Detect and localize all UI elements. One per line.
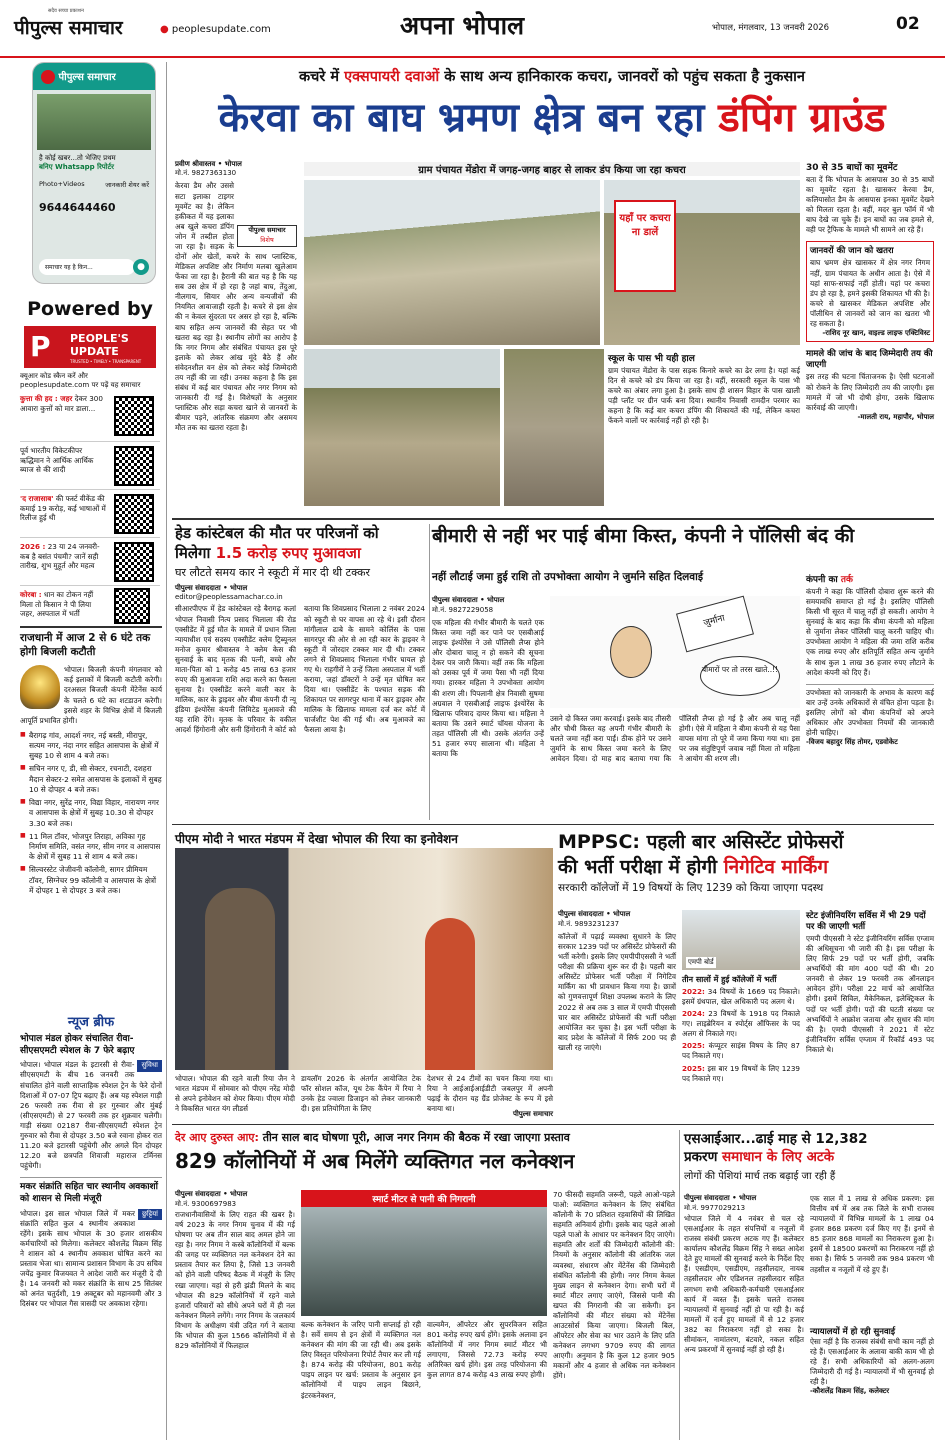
modi-caption1: भोपाल। भोपाल की रहने वाली रिया जैन ने भारत मंडपम में सोमवार को पीएम नरेंद्र मोदी से अपने इनोवेशन को शेयर किया। पीएम मोदी ने विकसित भारत यंग लीडर्स	[175, 1074, 295, 1114]
mobile: मो.नं. 9827229058	[432, 606, 494, 614]
mobile: मो.नं. 9300697983	[175, 1200, 237, 1208]
photo-person-1	[205, 888, 275, 1070]
ad-header: पीपुल्स समाचार	[33, 63, 155, 90]
quote-text: उपभोक्ता को जानकारी के अभाव के कारण कई बार उन्हें उनके अधिकारों से वंचित होना पड़ता है। इसलिए लोगों को बीमा कंपनियों को अपने अधिकार और उपभोक्ता नियमों की जानकारी होनी चाहिए।	[806, 687, 934, 738]
brand-tagline: TRUSTED • TIMELY • TRANSPARENT	[70, 359, 142, 364]
warning-sign: यहाँ पर कचरा ना डालें	[614, 200, 676, 292]
garbage-photo-sign	[604, 180, 800, 345]
list-item: ■ विद्या नगर, सुरेंद्र नगर, विद्या विहार, नारायण नगर व आसपास के क्षेत्रों में सुबह 10.30 से दोपहर 3.30 बजे तक।	[20, 798, 162, 829]
main-right-col	[806, 160, 934, 510]
mobile: मो.नं. 9893231237	[558, 920, 620, 928]
ad-line1: है कोई खबर...तो भेजिए प्रथम	[39, 154, 116, 162]
insurance-quote	[806, 684, 934, 748]
page-number: 02	[896, 14, 920, 34]
insurance-headline: बीमारी से नहीं भर पाई बीमा किस्त, कंपनी ने पॉलिसी बंद की	[432, 525, 855, 547]
sir-story	[684, 1130, 934, 1440]
powered-by-label: Powered by	[27, 298, 153, 320]
constable-story	[175, 524, 425, 820]
special-badge: पीपुल्स समाचार विशेष	[237, 225, 297, 247]
water-col2: बल्क कनेक्शन के जरिए पानी सप्लाई हो रही है। सर्वे समय से इन क्षेत्रों में व्यक्तिगत नल कनेक्शन की मांग की जा रही थी। अब इसके लिए विस्तृत परियोजना रिपोर्ट तैयार कर ली गई है। 874 करोड़ की परियोजना, 801 करोड़ पाइप लाइन पर खर्च: प्रस्ताव के अनुसार इन कॉलोनियों में पाइप लाइन बिछाने, इंटरकनेक्शन,	[301, 1320, 421, 1400]
brief-headline-2: मकर संक्रांति सहित चार स्थानीय अवकाशों को शासन से मिली मंजूरी	[20, 1177, 162, 1205]
qr-item[interactable]: कुत्ता की हद : जहर देकर 300 आवारा कुत्तों को मार डाला...	[20, 394, 160, 442]
qr-code-icon[interactable]	[114, 542, 154, 582]
brand-line2: UPDATE	[70, 345, 119, 358]
timeline-item: 2024: 23 विषयों के 1918 पद निकाले गए। लाइब्रेरियन व स्पोर्ट्स ऑफिसर के पद अलग से निकाले गए।	[682, 1009, 800, 1039]
insurance-side	[806, 572, 934, 820]
main-story-body: पीपुल्स समाचार विशेष केरवा डैम और उससे सटा इलाका टाइगर मूवमेंट का है। लेकिन हकीकत में यह इलाका अब खुले कचरा डंपिंग जोन में तब्दील होता जा रहा है। सड़क के दोनों ओर खेतों, कचरे के साथ प्लास्टिक, मेडिकल अपशिष्ट और निर्माण मलबा खुलेआम फेंका जा रहा है। हैरानी की बात यह है कि यह सब उस क्षेत्र में हो रहा है जहां बाघ, तेंदुआ, नीलगाय, सियार और अन्य वन्यजीवों की नियमित आवाजाही रहती है। कचरे से इस क्षेत्र की न केवल सुंदरता पर असर हो रहा है, बल्कि बाघ सहित अन्य जानवरों की सेहत पर भी खतरा बढ़ रहा है। स्थानीय लोगों का आरोप है कि नगर निगम और संबंधित पंचायत इस पूरे इलाके को लेकर आंख मूंदे बैठे हैं और संवेदनशील वन क्षेत्र को लेकर कोई जिम्मेदारी तय नहीं की जा रही। उनका कहना है कि इस संबंध में कई बार पंचायत और नगर निगम को जानकारी दी गई है। विशेषज्ञों के अनुसार प्लास्टिक और सड़ा कचरा खाने से जानवरों के बीमार पड़ने, आंतरिक संक्रमण और असमय मौत तक का खतरा रहता है।	[175, 181, 297, 433]
mppsc-story	[558, 830, 934, 1120]
garbage-photo-4	[504, 349, 604, 506]
timeline-title: तीन सालों में हुई कॉलेजों में भर्ती	[682, 975, 777, 984]
main-story-body-col	[175, 160, 297, 510]
power-cut-story	[20, 626, 162, 1006]
brief-body-2: छुट्टियां भोपाल। इस साल भोपाल जिले में मकर संक्रांति सहित कुल 4 स्थानीय अवकाश रहेंगे। इसके साथ भोपाल के 30 हजार शासकीय कर्मचारियों को मिलेगा। कलेक्टर कौशलेंद्र विक्रम सिंह ने शासन को 4 स्थानीय अवकाश घोषित करने का प्रस्ताव भेजा था। सामान्य प्रशासन विभाग के उप सचिव जयेंद्र कुमार विजयवत ने आदेश जारी कर मंजूरी दे दी है। 14 जनवरी को मकर संक्रांति के साथ 25 सितंबर को अनंत चतुर्दशी, 19 अक्टूबर को महानवमी और 3 दिसंबर पर भोपाल गैस त्रासदी पर अवकाश रहेगा।	[20, 1208, 162, 1309]
section-title: अपना भोपाल	[400, 11, 525, 40]
byline: पीपुल्स संवाददाता • भोपाल	[558, 910, 631, 918]
insurance-subhead: नहीं लौटाई जमा हुई राशि तो उपभोक्ता आयोग ने जुर्माने सहित दिलवाई	[432, 571, 703, 583]
byline: पीपुल्स संवाददाता • भोपाल	[432, 596, 505, 604]
news-brief	[20, 1012, 162, 1440]
modi-caption2: डायलॉग 2026 के अंतर्गत आयोजित टेक फॉर सोशल कॉज, यूथ टेक कैंपेन में रिया ने उनके हेड ज्वाला डिजाइन को लेकर जानकारी दी। इस प्रतियोगिता के लिए	[301, 1074, 421, 1114]
photo-credit: पीपुल्स समाचार	[512, 1110, 553, 1118]
side2-text: बाघ भ्रमण क्षेत्र खासकर में क्षेत्र नगर निगम नहीं, ग्राम पंचायत के अधीन आता है। ऐसे में यहां साफ-सफाई नहीं होती। यहां पर कचरा डंप हो रहा है, हमने इसकी शिकायत भी की है। कचरे से खासकर मेडिकल अपशिष्ट और पॉलीथिन से जानवरों को जान का खतरा भी रह सकता है।	[810, 258, 930, 328]
message-input[interactable]: समाचार यह है किन...	[39, 259, 135, 275]
garbage-photo-3	[304, 349, 500, 506]
constable-headline2: मिलेगा 1.5 करोड़ रुपए मुआवजा	[175, 543, 361, 562]
mppsc-side	[806, 910, 934, 1118]
cartoon-bubble: बीमारों पर तो तरस खाते..!!	[700, 656, 780, 696]
water-col3: वाल्वमैन, ऑपरेटर और सुपरविजन सहित 801 करोड़ रुपए खर्च होंगे। इसके अलावा इन कॉलोनियों में नगर निगम स्मार्ट मीटर भी लगाएगा, जिससे 72.73 करोड़ रुपए अतिरिक्त खर्च होंगे। इस तरह परियोजना की कुल लागत 874 करोड़ 43 लाख रुपए होगी।	[427, 1320, 547, 1380]
sir-body: भोपाल जिले में 4 नवंबर से चल रहे एसआईआर के तहत संपत्तियों व नजूलों में राजस्व संबंधी प्रकरण अटक गए हैं। कलेक्टर कार्यालय कौशलेंद्र विक्रम सिंह ने सख्त आदेश देते हुए मामलों की सुनवाई करने के निर्देश दिए हैं। एसडीएम, एसडीएम, तहसीलदार, नायब तहसीलदार और एडिशनल तहसीलदार सहित लगभग सभी अधिकारी-कर्मचारी एसआईआर कार्य में व्यस्त हैं। इसके चलते राजस्व न्यायालयों में सुनवाई नहीं हो पा रही है। कई मामलों में दर्ज हुए मामलों में से 12 हजार 382 का निराकरण नहीं हो सका है। सीमांकन, नामांतरण, बंटवारे, नकल सहित अन्य प्रकरणों में सुनवाई नहीं हो रही है।	[684, 1214, 804, 1355]
mppsc-body: कॉलेजों में पढ़ाई व्यवस्था सुधारने के लिए सरकार 1239 पदों पर असिस्टेंट प्रोफेसरों की भर्ती करेगी। इसके लिए एमपीपीएससी ने भर्ती परीक्षा की प्रक्रिया शुरू कर दी है। पहली बार असिस्टेंट प्रोफेसर भर्ती परीक्षा में निगेटिव मार्किंग का भी प्रावधान किया गया है। छात्रों को गुणवत्तापूर्ण शिक्षा उपलब्ध कराने के लिए 2022 से अब तक 3 साल में एमपी पीएससी चार बार असिस्टेंट प्रोफेसरों की भर्ती परीक्षा आयोजित कर चुका है। इस भर्ती परीक्षा के बाद प्रदेश के कॉलेजों में सिर्फ 200 पद ही खाली रह जाएंगे।	[558, 932, 676, 1052]
water-story	[175, 1130, 675, 1440]
garbage-photo-1	[304, 180, 600, 345]
power-cut-list	[20, 731, 162, 896]
sir-quote-text: ऐसा नहीं है कि राजस्व संबंधी सभी काम नहीं हो रहे हैं। एसआईआर के अलावा बाकी काम भी हो रहे हैं। सभी अधिकारियों को अलग-अलग जिम्मेदारी दी गई है। न्यायालयों में भी सुनवाई हो रही है।	[810, 1337, 934, 1387]
water-col4: 70 फीसदी सहमति जरूरी, पहले आओ-पहले पाओ: व्यक्तिगत कनेक्शन के लिए संबंधित कॉलोनी के 70 प्रतिशत रहवासियों की लिखित सहमति अनिवार्य होगी। इसके बाद पहले आओ पहले पाओ के आधार पर कनेक्शन दिए जाएंगे। सहमति और शर्तों की जिम्मेदारी कॉलोनी की: नियमों के अनुसार कॉलोनी की आंतरिक जल व्यवस्था, संधारण और मेंटेनेंस की जिम्मेदारी संबंधित कॉलोनी की होगी। नगर निगम केवल मुख्य लाइन से कनेक्शन देगा। सभी घरों में स्मार्ट मीटर लगाए जाएंगे, जिससे पानी की खपत की निगरानी की जा सकेगी। इन कॉलोनियों की मीटर संख्या को मेंटेनेंस आउटसोर्स किया जाएगा। बिजली बिल, ऑपरेटर और सेवा का भार उठाने के लिए प्रति कनेक्शन लगभग 9709 रुपए की लागत आएगी। अनुमान है कि कुल 12 हजार 905 मकानों और 4 हजार से अधिक नल कनेक्शन होंगे।	[553, 1190, 675, 1381]
qr-code-icon[interactable]	[114, 446, 154, 486]
school-title: स्कूल के पास भी यही हाल	[608, 354, 695, 364]
sir-headline2: प्रकरण समाधान के लिए अटके	[684, 1149, 835, 1166]
ad-banner	[37, 94, 151, 150]
logo-sub: सदैव सच्चा प्रकाशन	[48, 8, 84, 14]
mppsc-side-title: स्टेट इंजीनियरिंग सर्विस में भी 29 पदों पर की जाएगी भर्ती	[806, 911, 926, 932]
qr-code-icon[interactable]	[114, 588, 150, 624]
whatsapp-reporter-ad[interactable]	[32, 62, 156, 284]
main-story-kicker: कचरे में एक्सपायरी दवाओं के साथ अन्य हानिकारक कचरा, जानवरों को पहुंच सकता है नुकसान	[299, 69, 805, 85]
peoples-update-ad	[20, 298, 160, 620]
side1-text: बता दें कि भोपाल के आसपास 30 से 35 बाघों का मूवमेंट रहता है। खासकर केरवा डैम, कलियासोत डैम के आसपास इनका मूवमेंट देखने को मिलता रहता है। वहीं, मदर बुल फॉर्म में भी बाघ देखे जा चुके हैं। इन बाघों का जब हमले से, वही पर ट्रैफिक के मामले भी सामने आ रहे हैं।	[806, 175, 934, 235]
insurance-body1: एक महिला की गंभीर बीमारी के चलते एक किस्त जमा नहीं कर पाने पर एसबीआई लाइफ इंश्योरेंस ने उसे पॉलिसी लैप्स होने और दोबारा चालू न हो सकने की सूचना देकर पत्र जारी किया। वहीं तक कि महिला को उसका पूर्व में जमा पैसा भी नहीं दिया गया। हारकर महिला ने उपभोक्ता आयोग की शरण ली। पिपलानी क्षेत्र निवासी सुषमा अग्रवाल ने एसबीआई लाइफ इंश्योरेंस के खिलाफ परिवाद दायर किया था। महिला ने बताया कि उसने स्मार्ट चॉयस योजना के तहत पॉलिसी ली थी। उसके अंतर्गत उन्हें 51 हजार रुपए सालाना थी। महिला ने बताया कि	[432, 618, 544, 759]
water-headline: 829 कॉलोनियों में अब मिलेंगे व्यक्तिगत नल कनेक्शन	[175, 1149, 575, 1173]
constable-headline1: हेड कांस्टेबल की मौत पर परिजनों को	[175, 524, 379, 542]
cartoon-face	[610, 626, 652, 678]
cartoon-fine-paper: जुर्माना	[676, 596, 754, 653]
sir-side: एक साल में 1 लाख से अधिक प्रकरण: इस वित्तीय वर्ष में अब तक जिले के सभी राजस्व न्यायालयों में विभिन्न मामलों के 1 लाख 04 हजार 868 प्रकरण दर्ज किए गए हैं। इनमें से 85 हजार 868 मामलों का निराकरण हुआ है। इसमें से 18500 प्रकरणों का निराकरण नहीं हो सका है। सिर्फ 5 जनवरी तक 984 प्रकरण भी तहसील व नजूलों में रहे हुए हैं।	[810, 1194, 934, 1274]
email: editor@peoplessamachar.co.in	[175, 593, 283, 601]
byline: पीपुल्स संवाददाता • भोपाल	[175, 1190, 248, 1198]
mppsc-photo	[682, 910, 800, 970]
water-photo-title: स्मार्ट मीटर से पानी की निगरानी	[301, 1190, 547, 1207]
qr-item[interactable]: 'द राजासाब' की फर्स्ट वीकेंड की कमाई 19 करोड़, कई भाषाओं में रिलीज हुई थी	[20, 490, 160, 538]
modi-photo	[175, 848, 553, 1070]
qr-item[interactable]: कोरबा : धान का टोकन नहीं मिला तो किसान ने पी लिया जहर, अस्पताल में भर्ती	[20, 586, 160, 626]
mppsc-timeline	[682, 974, 800, 1118]
photo-label: Photo+Videos	[39, 180, 85, 188]
globe-icon: ●	[160, 24, 169, 35]
constable-body: सीआरपीएफ में हेड कांस्टेबल रहे बैरागढ़ कलां भोपाल निवासी नित्य प्रसाद भिलाला की रोड एक्सीडेंट में हुई मौत के मामले में प्रधान जिला न्यायाधीश एवं सदस्य एक्सीडेंट क्लेम ट्रिब्यूनल मनोज कुमार श्रीवास्तव ने क्लेम केस की सुनवाई के बाद मृतक की पत्नी, बच्चे और माता-पिता को 1 करोड़ 45 लाख 63 हजार रुपए की मुआवजा राशि अदा करने का फैसला सुनाया है। एक्सीडेंट करने वाली कार के मालिक, कार के ड्राइवर और बीमा कंपनी दी न्यू इंडिया इंश्योरेंस कंपनी लिमिटेड मुआवजे की यह राशि देंगे। मृतक के परिवार के वकील आदर्श हिंगोरानी और सनी हिंगोरानी ने कोर्ट को बताया कि शिवप्रसाद भिलाला 2 नवंबर 2024 को स्कूटी से घर वापस आ रहे थे। इसी दौरान मांगीलाल ढाबे के सामने कोलिंस के पास सागरपुर की ओर से आ रही कार के ड्राइवर ने स्कूटी में जोरदार टक्कर मार दी थी। टक्कर लगने से शिवप्रसाद भिलाला गंभीर घायल हो गए थे। राहगीरों ने उन्हें जिला अस्पताल में भर्ती कराया, जहां डॉक्टरों ने उन्हें मृत घोषित कर दिया था। एक्सीडेंट के पश्चात सड़क की शिकायत पर सागरपुर थाना में कार ड्राइवर और मालिक के खिलाफ मामला दर्ज कर कोर्ट में चार्जशीट पेश की गई थी। अब मुआवजे का फैसला आया है।	[175, 604, 425, 735]
quote-sign: -विजय बहादुर सिंह तोमर, एडवोकेट	[806, 738, 898, 747]
side3-sign: -मालती राय, महापौर, भोपाल	[857, 412, 934, 421]
brief-body-1: सुविधा भोपाल। भोपाल मंडल के इटारसी से रीवा-सीएसएमटी के बीच 16 जनवरी तक संचालित होने वाली साप्ताहिक स्पेशल ट्रेन के फेरे दोनों दिशाओं में 07-07 ट्रिप बढ़ाए हैं। अब यह स्पेशल गाड़ी 26 फरवरी तक रीवा से हर गुरुवार और मुंबई (सीएसएमटी) से 27 फरवरी तक हर शुक्रवार चलेगी। गाड़ी संख्या 02187 रीवा-सीएसएमटी स्पेशल ट्रेन गुरुवार को रीवा से दोपहर 3.50 बजे रवाना होकर रात 11.20 बजे इटारसी पहुंचेगी और अगले दिन दोपहर 12.20 बजे छत्रपति शिवाजी महाराज टर्मिनस पहुंचेगी।	[20, 1060, 162, 1171]
side2-sign: -राशिद नूर खान, वाइल्ड लाइफ एक्टिविस्ट	[822, 329, 930, 338]
peoples-update-logo[interactable]	[24, 326, 156, 368]
insurance-body2: उसने दो किस्त जमा करवाई। इसके बाद तीसरी और चौथी किस्त वह अपनी गंभीर बीमारी के चलते जमा नहीं करा पाईं। ठीक होने पर उसने जुर्माने के साथ किस्त जमा करने के लिए आवेदन दिया। दो माह बाद बताया गया कि पॉलिसी लैप्स हो गई है और अब चालू नहीं होगी। ऐसे में महिला ने बीमा कंपनी से यह पैसा वापस मांगा तो पूरे में जमा किया गया था। इस पर जब संतुष्टिपूर्ण जवाब नहीं मिला तो महिला ने आयोग की शरण ली।	[550, 714, 800, 764]
water-col1: राजधानीवासियों के लिए राहत की खबर है। वर्ष 2023 के नगर निगम चुनाव में की गई घोषणा पर अब तीन साल बाद अमल होने जा रहा है। नगर निगम ने कस्बे कॉलोनियों में बल्क की जगह पर व्यक्तिगत नल कनेक्शन देने का प्रस्ताव तैयार कर लिया है, जिसे 13 जनवरी को होने वाली परिषद बैठक में मंजूरी के लिए रखा जाएगा। यहां से हरी झंडी मिलने के बाद भोपाल की 829 कॉलोनियों में रहने वाले हजारों परिवारों को सीधे अपने घरों में ही नल कनेक्शन मिलने लगेंगे। नगर निगम के जलकार्य विभाग के अधीक्षण यंत्री उदित गर्ग ने बताया कि भोपाल की कुल 1566 कॉलोनियों में से 829 कॉलोनियों में फिलहाल	[175, 1210, 295, 1351]
mppsc-headline2: की भर्ती परीक्षा में होगी निगेटिव मार्किंग	[558, 855, 829, 878]
whatsapp-phone[interactable]: 9644644460	[39, 201, 116, 214]
qr-news-list	[20, 394, 160, 626]
school-story-visible	[606, 349, 802, 515]
qr-item[interactable]: 2026 : 23 या 24 जनवरी- कब है बसंत पंचमी? जानें सही तारीख, शुभ मुहूर्त और महत्व	[20, 538, 160, 586]
side3-title: मामले की जांच के बाद जिम्मेदारी तय की जाएगी	[806, 349, 933, 371]
main-story-headline: केरवा का बाघ भ्रमण क्षेत्र बन रहा डंपिंग ग्राउंड	[218, 95, 886, 141]
sir-subhead: लोगों की पेशियां मार्च तक बढ़ाई जा रही हैं	[684, 1171, 836, 1183]
insurance-side-text: कंपनी ने कहा कि पॉलिसी दोबारा शुरू करने की समयावधि समाप्त हो गई है। इसलिए पॉलिसी किसी भी सूरत में चालू नहीं हो सकती। आयोग ने सुनवाई के बाद कहा कि बीमा कंपनी को महिला से जुर्माना लेकर पॉलिसी चालू करनी चाहिए थी। उपभोक्ता आयोग ने महिला की जमा राशि करीब एक लाख रुपए और क्षतिपूर्ति सहित अन्य जुर्माने के साथ कुल 1 लाख 36 हजार रुपए लौटाने के आदेश कंपनी को दिए हैं।	[806, 587, 934, 677]
constable-subhead: घर लौटते समय कार ने स्कूटी में मार दी थी टक्कर	[175, 566, 371, 579]
masthead-logo	[14, 8, 164, 40]
list-item: ■ सचिन नगर ए, डी, सी सेक्टर, रचनाटी, दशहरा मैदान सेक्टर-2 समेत आसपास के इलाकों में सुबह 10 से दोपहर 4 बजे तक।	[20, 764, 162, 795]
list-item: ■ सिल्वरस्टेट जेजीवनी कॉलोनी, सागर प्रीमियम टॉवर, सिग्नेचर 99 कॉलोनी व आसपास के क्षेत्रों में दोपहर 1 से दोपहर 3 बजे तक।	[20, 865, 162, 896]
ad-line2: बनिए Whatsapp रिपोर्टर	[39, 163, 114, 171]
water-kicker: देर आए दुरुस्त आए: तीन साल बाद घोषणा पूरी, आज नगर निगम की बैठक में रखा जाएगा प्रस्ताव	[175, 1131, 570, 1144]
side1-title: 30 से 35 बाघों का मूवमेंट	[806, 163, 898, 173]
photo-label: एमपी बोर्ड	[688, 958, 714, 966]
byline: पीपुल्स संवाददाता • भोपाल	[684, 1194, 757, 1202]
tag-badge: छुट्टियां	[138, 1209, 162, 1221]
sir-quote-sign: -कौशलेंद्र विक्रम सिंह, कलेक्टर	[810, 1387, 890, 1396]
photo-caption: ग्राम पंचायत मेंडोरा में जगह-जगह बाहर से लाकर डंप किया जा रहा कचरा	[304, 162, 800, 176]
power-cut-title: राजधानी में आज 2 से 6 घंटे तक होगी बिजली कटौती	[20, 632, 151, 658]
scan-text: क्यूआर कोड स्कैन करें और	[20, 372, 88, 380]
mic-icon[interactable]: ●	[133, 259, 149, 275]
photo-person-2	[425, 918, 475, 1070]
share-hint: जानकारी शेयर करें	[105, 181, 149, 189]
list-item: ■ बैरागढ़ गांव, आदर्श नगर, नई बस्ती, मीरापुर, सत्यम नगर, नंदा नगर सहित आसपास के क्षेत्रों में सुबह 10 से शाम 4 बजे तक।	[20, 731, 162, 762]
qr-code-icon[interactable]	[114, 396, 154, 436]
side2-title: जानवरों की जान को खतरा	[810, 246, 894, 257]
bulb-icon	[20, 665, 60, 709]
mppsc-subhead: सरकारी कॉलेजों में 19 विषयों के लिए 1239 को किया जाएगा पदस्थ	[558, 882, 824, 895]
tag-badge: सुविधा	[137, 1060, 162, 1072]
news-brief-title: न्यूज ब्रीफ	[67, 1015, 115, 1030]
modi-story	[175, 830, 553, 1120]
sir-quote-title: न्यायालयों में हो रही सुनवाई	[810, 1327, 896, 1337]
timeline-item: 2022: 34 विषयों के 1669 पद निकाले। इसमें ग्रंथपाल, खेल अधिकारी पद अलग थे।	[682, 987, 800, 1007]
timeline-item: 2025: कंप्यूटर साइंस विषय के लिए 87 पद निकाले गए।	[682, 1041, 800, 1061]
brand-logo-icon	[41, 70, 55, 84]
water-photo	[301, 1190, 547, 1316]
side3-text: इस तरह की घटना चिंताजनक है। ऐसी घटनाओं को रोकने के लिए जिम्मेदारी तय की जाएगी। इस मामले में जो भी दोषी होगा, उसके खिलाफ कार्रवाई की जाएगी।	[806, 372, 934, 412]
logo-text: पीपुल्स समाचार	[14, 17, 123, 39]
mppsc-side-text: एमपी पीएससी ने स्टेट इंजीनियरिंग सर्विस एग्जाम की अधिसूचना भी जारी की है। इस परीक्षा के लिए सिर्फ 29 पदों पर भर्ती होगी, जबकि अभ्यर्थियों की मांग 400 पदों की थी। 20 जनवरी से लेकर 19 फरवरी तक ऑनलाइन आवेदन होंगे। परीक्षा 22 मार्च को आयोजित होगी। इसमें सिविल, मैकेनिकल, इलेक्ट्रिकल के पदों पर भर्ती होगी। पदों की घटती संख्या पर अभ्यर्थियों ने आक्रोश जताया और सुधार की मांग की है। एमपी पीएससी ने 2021 में स्टेट इंजीनियरिंग सर्विस एग्जाम में रिकॉर्ड 493 पद निकाले थे।	[806, 934, 934, 1054]
issue-date: भोपाल, मंगलवार, 13 जनवरी 2026	[712, 23, 830, 33]
brief-headline-1: भोपाल मंडल होकर संचालित रीवा-सीएसएमटी स्पेशल के 7 फेरे बढ़ाए	[20, 1034, 135, 1056]
byline: प्रवीण श्रीवास्तव • भोपाल	[175, 160, 242, 168]
power-cut-intro: भोपाल। बिजली कंपनी मंगलवार को कई इलाकों में बिजली कटौती करेगी। दरअसल बिजली कंपनी मेंटेनेंस कार्य के चलते 6 घंटे का शटडाउन करेगी। इससे शहर के विभिन्न क्षेत्रों में बिजली आपूर्ति प्रभावित होगी।	[20, 665, 162, 725]
sir-quote	[810, 1326, 934, 1438]
modi-headline: पीएम मोदी ने भारत मंडपम में देखा भोपाल की रिया का इनोवेशन	[175, 832, 458, 846]
cartoon	[550, 596, 800, 708]
side2-box	[806, 241, 934, 342]
mppsc-headline1: MPPSC: पहली बार असिस्टेंट प्रोफेसरों	[558, 831, 844, 853]
brand-line1: PEOPLE'S	[70, 332, 129, 345]
modi-caption3: देशभर से 24 टीमों का चयन किया गया था। रिया ने आईआईआईडीटी जबलपुर में अपनी पढ़ाई के दौरान यह ग्रैंड प्रोजेक्ट के रूप में इसे बनाया था।	[427, 1074, 553, 1114]
insurance-side-title: कंपनी का तर्क	[806, 575, 853, 585]
sir-headline1: एसआईआर...ढाई माह से 12,382	[684, 1131, 868, 1147]
mobile: मो.नं. 9827363130	[175, 169, 237, 177]
masthead	[0, 0, 945, 58]
qr-item[interactable]: पूर्व भारतीय विकेटकीपर ऋद्धिमान ने आर्थिक आर्थिक ब्याज से की शादी	[20, 442, 160, 490]
list-item: ■ 11 मिल टॉवर, भोजपुर तिराहा, अविका गृह निर्माण समिति, वसंत नगर, सीम नगर व आसपास के क्षेत्रों में सुबह 11 से शाम 4 बजे तक।	[20, 832, 162, 863]
website-link[interactable]: ● peoplesupdate.com	[160, 24, 271, 35]
byline: पीपुल्स संवाददाता • भोपाल	[175, 584, 248, 592]
qr-code-icon[interactable]	[114, 494, 154, 534]
mobile: मो.नं. 9977029213	[684, 1204, 746, 1212]
timeline-item: 2025: इस बार 19 विषयों के लिए 1239 पद निकाले गए।	[682, 1063, 800, 1083]
scan-text2: peoplesupdate.com पर पढ़ें यह समाचार	[20, 381, 141, 389]
school-text: ग्राम पंचायत मेंडोरा के पास सड़क किनारे कचरे का ढेर लगा है। यहां कई दिन से कचरे को डंप किया जा रहा है। वहीं, सरकारी स्कूल के पास भी कचरे का अंबार लगा हुआ है। इसके साथ ही शासन विहार के पास खाली पड़ी प्लॉट पर ग्रीन पार्क बना दिया। स्थानीय निवासी रामदीन परमार का कहना है कि कई बार कचरा डंपिंग की शिकायतें की गई, लेकिन कचरा फेंकने वालों पर कार्रवाई नहीं हो रही है।	[608, 366, 800, 426]
logo-p-icon: P	[30, 330, 51, 363]
